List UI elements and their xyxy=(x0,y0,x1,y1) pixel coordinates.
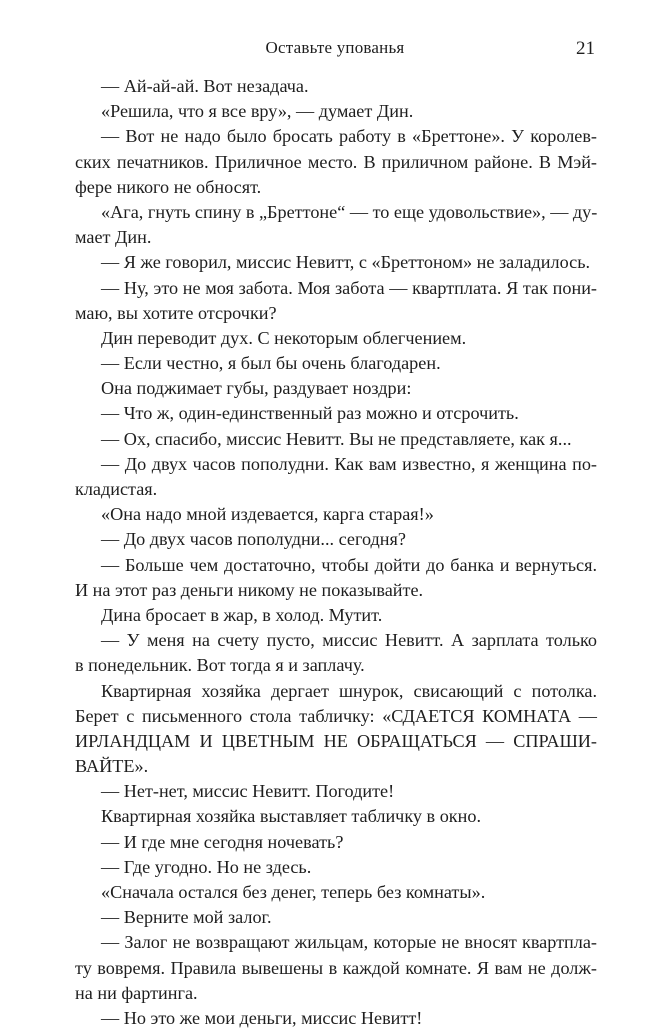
text-line: — Если честно, я был бы очень благодарен. xyxy=(101,353,441,374)
text-line: фере никого не обносят. xyxy=(75,176,262,197)
text-line: «Решила, что я все вру», — думает Дин. xyxy=(101,101,414,122)
text-line: — Больше чем достаточно, чтобы дойти до банка и вернуться. xyxy=(101,554,597,575)
page-number: 21 xyxy=(576,38,595,59)
text-line: — Ох, спасибо, миссис Невитт. Вы не представляете, как я... xyxy=(101,428,572,449)
text-line: «Она надо мной издевается, карга старая!» xyxy=(101,504,434,525)
text-line: ИРЛАНДЦАМ И ЦВЕТНЫМ НЕ ОБРАЩАТЬСЯ — СПРАШИ- xyxy=(75,730,597,751)
text-line: — Что ж, один-единственный раз можно и отсрочить. xyxy=(101,403,519,424)
text-line: маю, вы хотите отсрочки? xyxy=(75,302,277,323)
text-line: ту вовремя. Правила вывешены в каждой комнате. Я вам не долж- xyxy=(75,957,597,978)
text-line: — Залог не возвращают жильцам, которые не вносят квартпла- xyxy=(101,932,597,953)
text-line: — До двух часов пополудни... сегодня? xyxy=(101,529,406,550)
text-line: Берет с письменного стола табличку: «СДАЕТСЯ КОМНАТА — xyxy=(75,705,597,726)
text-line: «Ага, гнуть спину в „Бреттоне“ — то еще удовольствие», — ду- xyxy=(101,201,598,222)
text-line: на ни фартинга. xyxy=(75,982,198,1003)
text-line: ВАЙТЕ». xyxy=(75,756,149,777)
running-title: Оставьте упованья xyxy=(265,38,405,57)
text-line: — У меня на счету пусто, миссис Невитт. А зарплата только xyxy=(101,630,597,651)
text-line: — Где угодно. Но не здесь. xyxy=(101,856,312,877)
text-line: — И где мне сегодня ночевать? xyxy=(101,831,344,852)
text-line: в понедельник. Вот тогда я и заплачу. xyxy=(75,655,365,676)
text-line: Дина бросает в жар, в холод. Мутит. xyxy=(101,604,383,625)
text-line: — Ну, это не моя забота. Моя забота — квартплата. Я так пони- xyxy=(101,277,597,298)
text-line: Квартирная хозяйка выставляет табличку в окно. xyxy=(101,806,481,827)
text-line: И на этот раз деньги никому не показывайте. xyxy=(75,579,424,600)
text-line: Дин переводит дух. С некоторым облегчением. xyxy=(101,327,467,348)
text-line: Квартирная хозяйка дергает шнурок, свисающий с потолка. xyxy=(101,680,597,701)
text-line: — До двух часов пополудни. Как вам известно, я женщина по- xyxy=(101,453,597,474)
text-line: — Я же говорил, миссис Невитт, с «Бреттоном» не заладилось. xyxy=(101,252,591,273)
text-line: мает Дин. xyxy=(75,227,152,248)
text-line: — Нет-нет, миссис Невитт. Погодите! xyxy=(101,781,395,802)
running-head xyxy=(75,38,595,64)
text-line: — Верните мой залог. xyxy=(101,907,272,928)
text-line: Она поджимает губы, раздувает ноздри: xyxy=(101,378,412,399)
text-line: — Но это же мои деньги, миссис Невитт! xyxy=(101,1007,423,1028)
body-text xyxy=(75,74,597,1031)
text-line: «Сначала остался без денег, теперь без комнаты». xyxy=(101,882,486,902)
text-line: кладистая. xyxy=(75,479,158,499)
text-line: ских печатников. Приличное место. В приличном районе. В Мэй- xyxy=(75,151,597,172)
text-line: — Вот не надо было бросать работу в «Бреттоне». У королев- xyxy=(101,126,597,147)
text-line: — Ай-ай-ай. Вот незадача. xyxy=(101,76,309,96)
